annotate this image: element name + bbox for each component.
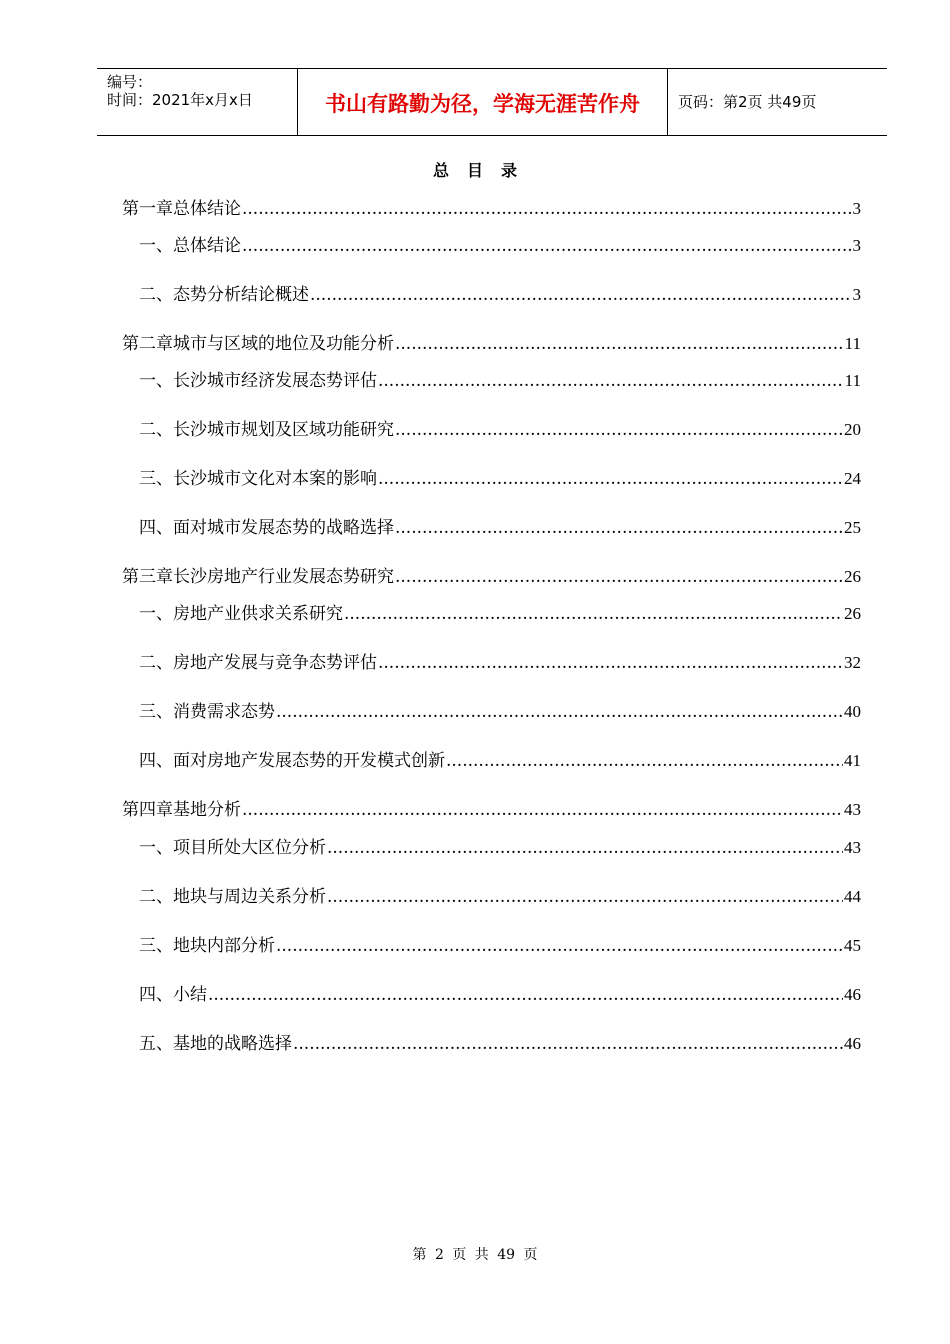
toc-entry-page: 45 (844, 936, 861, 955)
toc-entry-number: 三、 (139, 469, 173, 489)
toc-entry-page: 32 (844, 653, 861, 672)
toc-leader-dots (395, 516, 843, 540)
toc-leader-dots (242, 234, 852, 258)
toc-entry-label: 面对房地产发展态势的开发模式创新 (173, 751, 445, 771)
motto-text: 书山有路勤为径，学海无涯苦作舟 (325, 91, 640, 116)
toc-entry-number: 四、 (139, 985, 173, 1005)
toc-leader-dots (276, 934, 843, 958)
toc-entry-page: 3 (852, 285, 861, 304)
toc-entry[interactable] (139, 934, 861, 958)
toc-entry-label: 总体结论 (173, 199, 241, 219)
toc-entry[interactable] (139, 418, 861, 442)
toc-entry-page: 3 (852, 199, 861, 218)
toc-entry-page: 43 (844, 800, 861, 819)
toc-entry-label: 长沙城市文化对本案的影响 (173, 469, 377, 489)
toc-entry[interactable] (139, 836, 861, 860)
header-page-cell (668, 69, 887, 135)
toc-entry-number: 第四章 (122, 800, 173, 820)
toc-entry-page: 40 (844, 702, 861, 721)
toc-entry-label: 基地的战略选择 (173, 1034, 292, 1054)
toc-title: 总目录 (432, 161, 535, 180)
toc-entry-page: 11 (844, 334, 861, 353)
toc-leader-dots (446, 749, 843, 773)
toc-entry-number: 第三章 (122, 567, 173, 587)
toc-entry-label: 地块内部分析 (173, 936, 275, 956)
toc-entry-page: 43 (844, 838, 861, 857)
toc-entry-number: 五、 (139, 1034, 173, 1054)
toc-entry[interactable] (139, 283, 861, 307)
toc-entry-page: 41 (844, 751, 861, 770)
toc-entry[interactable] (139, 983, 861, 1007)
toc-entry-number: 二、 (139, 285, 173, 305)
toc-leader-dots (327, 885, 843, 909)
toc-leader-dots (242, 197, 852, 221)
toc-entry-number: 四、 (139, 518, 173, 538)
toc-entry-page: 24 (844, 469, 861, 488)
toc-entry-page: 46 (844, 1034, 861, 1053)
toc-entry-page: 11 (844, 371, 861, 390)
number-label: 编号： (107, 73, 153, 91)
toc-leader-dots (344, 602, 843, 626)
toc-entry-label: 消费需求态势 (173, 702, 275, 722)
toc-entry[interactable] (139, 651, 861, 675)
toc-entry-label: 态势分析结论概述 (173, 285, 309, 305)
toc-entry-page: 3 (852, 236, 861, 255)
toc-leader-dots (395, 418, 843, 442)
toc-entry-number: 一、 (139, 371, 173, 391)
toc-leader-dots (395, 332, 844, 356)
toc-entry-label: 地块与周边关系分析 (173, 887, 326, 907)
toc-entry[interactable] (139, 369, 861, 393)
toc-entry-number: 二、 (139, 887, 173, 907)
page-footer: 第 2 页 共 49 页 (412, 1247, 538, 1263)
toc-entry-page: 20 (844, 420, 861, 439)
toc-entry-label: 基地分析 (173, 800, 241, 820)
toc-leader-dots (276, 700, 843, 724)
toc-entry[interactable] (139, 749, 861, 773)
toc-leader-dots (310, 283, 852, 307)
toc-entry[interactable] (122, 565, 861, 589)
toc-leader-dots (395, 565, 843, 589)
toc-entry-label: 面对城市发展态势的战略选择 (173, 518, 394, 538)
toc-entry-page: 46 (844, 985, 861, 1004)
toc-entry-page: 26 (844, 567, 861, 586)
toc-entry[interactable] (122, 332, 861, 356)
header-page-info: 页码：第2页 共49页 (678, 93, 817, 111)
toc-entry-page: 44 (844, 887, 861, 906)
toc-entry-label: 房地产发展与竞争态势评估 (173, 653, 377, 673)
toc-leader-dots (327, 836, 843, 860)
toc-entry-page: 26 (844, 604, 861, 623)
toc-entry[interactable] (122, 798, 861, 822)
page-header (97, 68, 887, 136)
toc-entry-number: 一、 (139, 236, 173, 256)
toc-leader-dots (378, 651, 843, 675)
toc-entry-number: 三、 (139, 702, 173, 722)
toc-leader-dots (208, 983, 843, 1007)
toc-entry-label: 项目所处大区位分析 (173, 838, 326, 858)
toc-entry-label: 房地产业供求关系研究 (173, 604, 343, 624)
toc-entry-number: 二、 (139, 653, 173, 673)
toc-entry-number: 第一章 (122, 199, 173, 219)
header-motto-cell (298, 69, 668, 135)
toc-entry-label: 城市与区域的地位及功能分析 (173, 334, 394, 354)
toc-leader-dots (378, 369, 844, 393)
toc-entry[interactable] (139, 885, 861, 909)
toc-entry-number: 四、 (139, 751, 173, 771)
toc-entry-label: 总体结论 (173, 236, 241, 256)
toc-leader-dots (293, 1032, 843, 1056)
toc-entry-label: 长沙城市经济发展态势评估 (173, 371, 377, 391)
toc-entry[interactable] (139, 700, 861, 724)
toc-leader-dots (378, 467, 843, 491)
time-label: 时间：2021年x月x日 (107, 91, 253, 109)
toc-entry[interactable] (122, 197, 861, 221)
toc-entry-label: 小结 (173, 985, 207, 1005)
toc-entry[interactable] (139, 516, 861, 540)
toc-entry-number: 一、 (139, 604, 173, 624)
toc-entry-number: 一、 (139, 838, 173, 858)
toc-entry[interactable] (139, 467, 861, 491)
toc-entry-number: 三、 (139, 936, 173, 956)
toc-entry-number: 二、 (139, 420, 173, 440)
toc-entry-page: 25 (844, 518, 861, 537)
toc-entry[interactable] (139, 602, 861, 626)
toc-entry-label: 长沙城市规划及区域功能研究 (173, 420, 394, 440)
toc-entry-label: 长沙房地产行业发展态势研究 (173, 567, 394, 587)
toc-entry[interactable] (139, 234, 861, 258)
header-meta-cell (97, 69, 298, 135)
toc-entry-number: 第二章 (122, 334, 173, 354)
toc-entry[interactable] (139, 1032, 861, 1056)
toc-leader-dots (242, 798, 843, 822)
